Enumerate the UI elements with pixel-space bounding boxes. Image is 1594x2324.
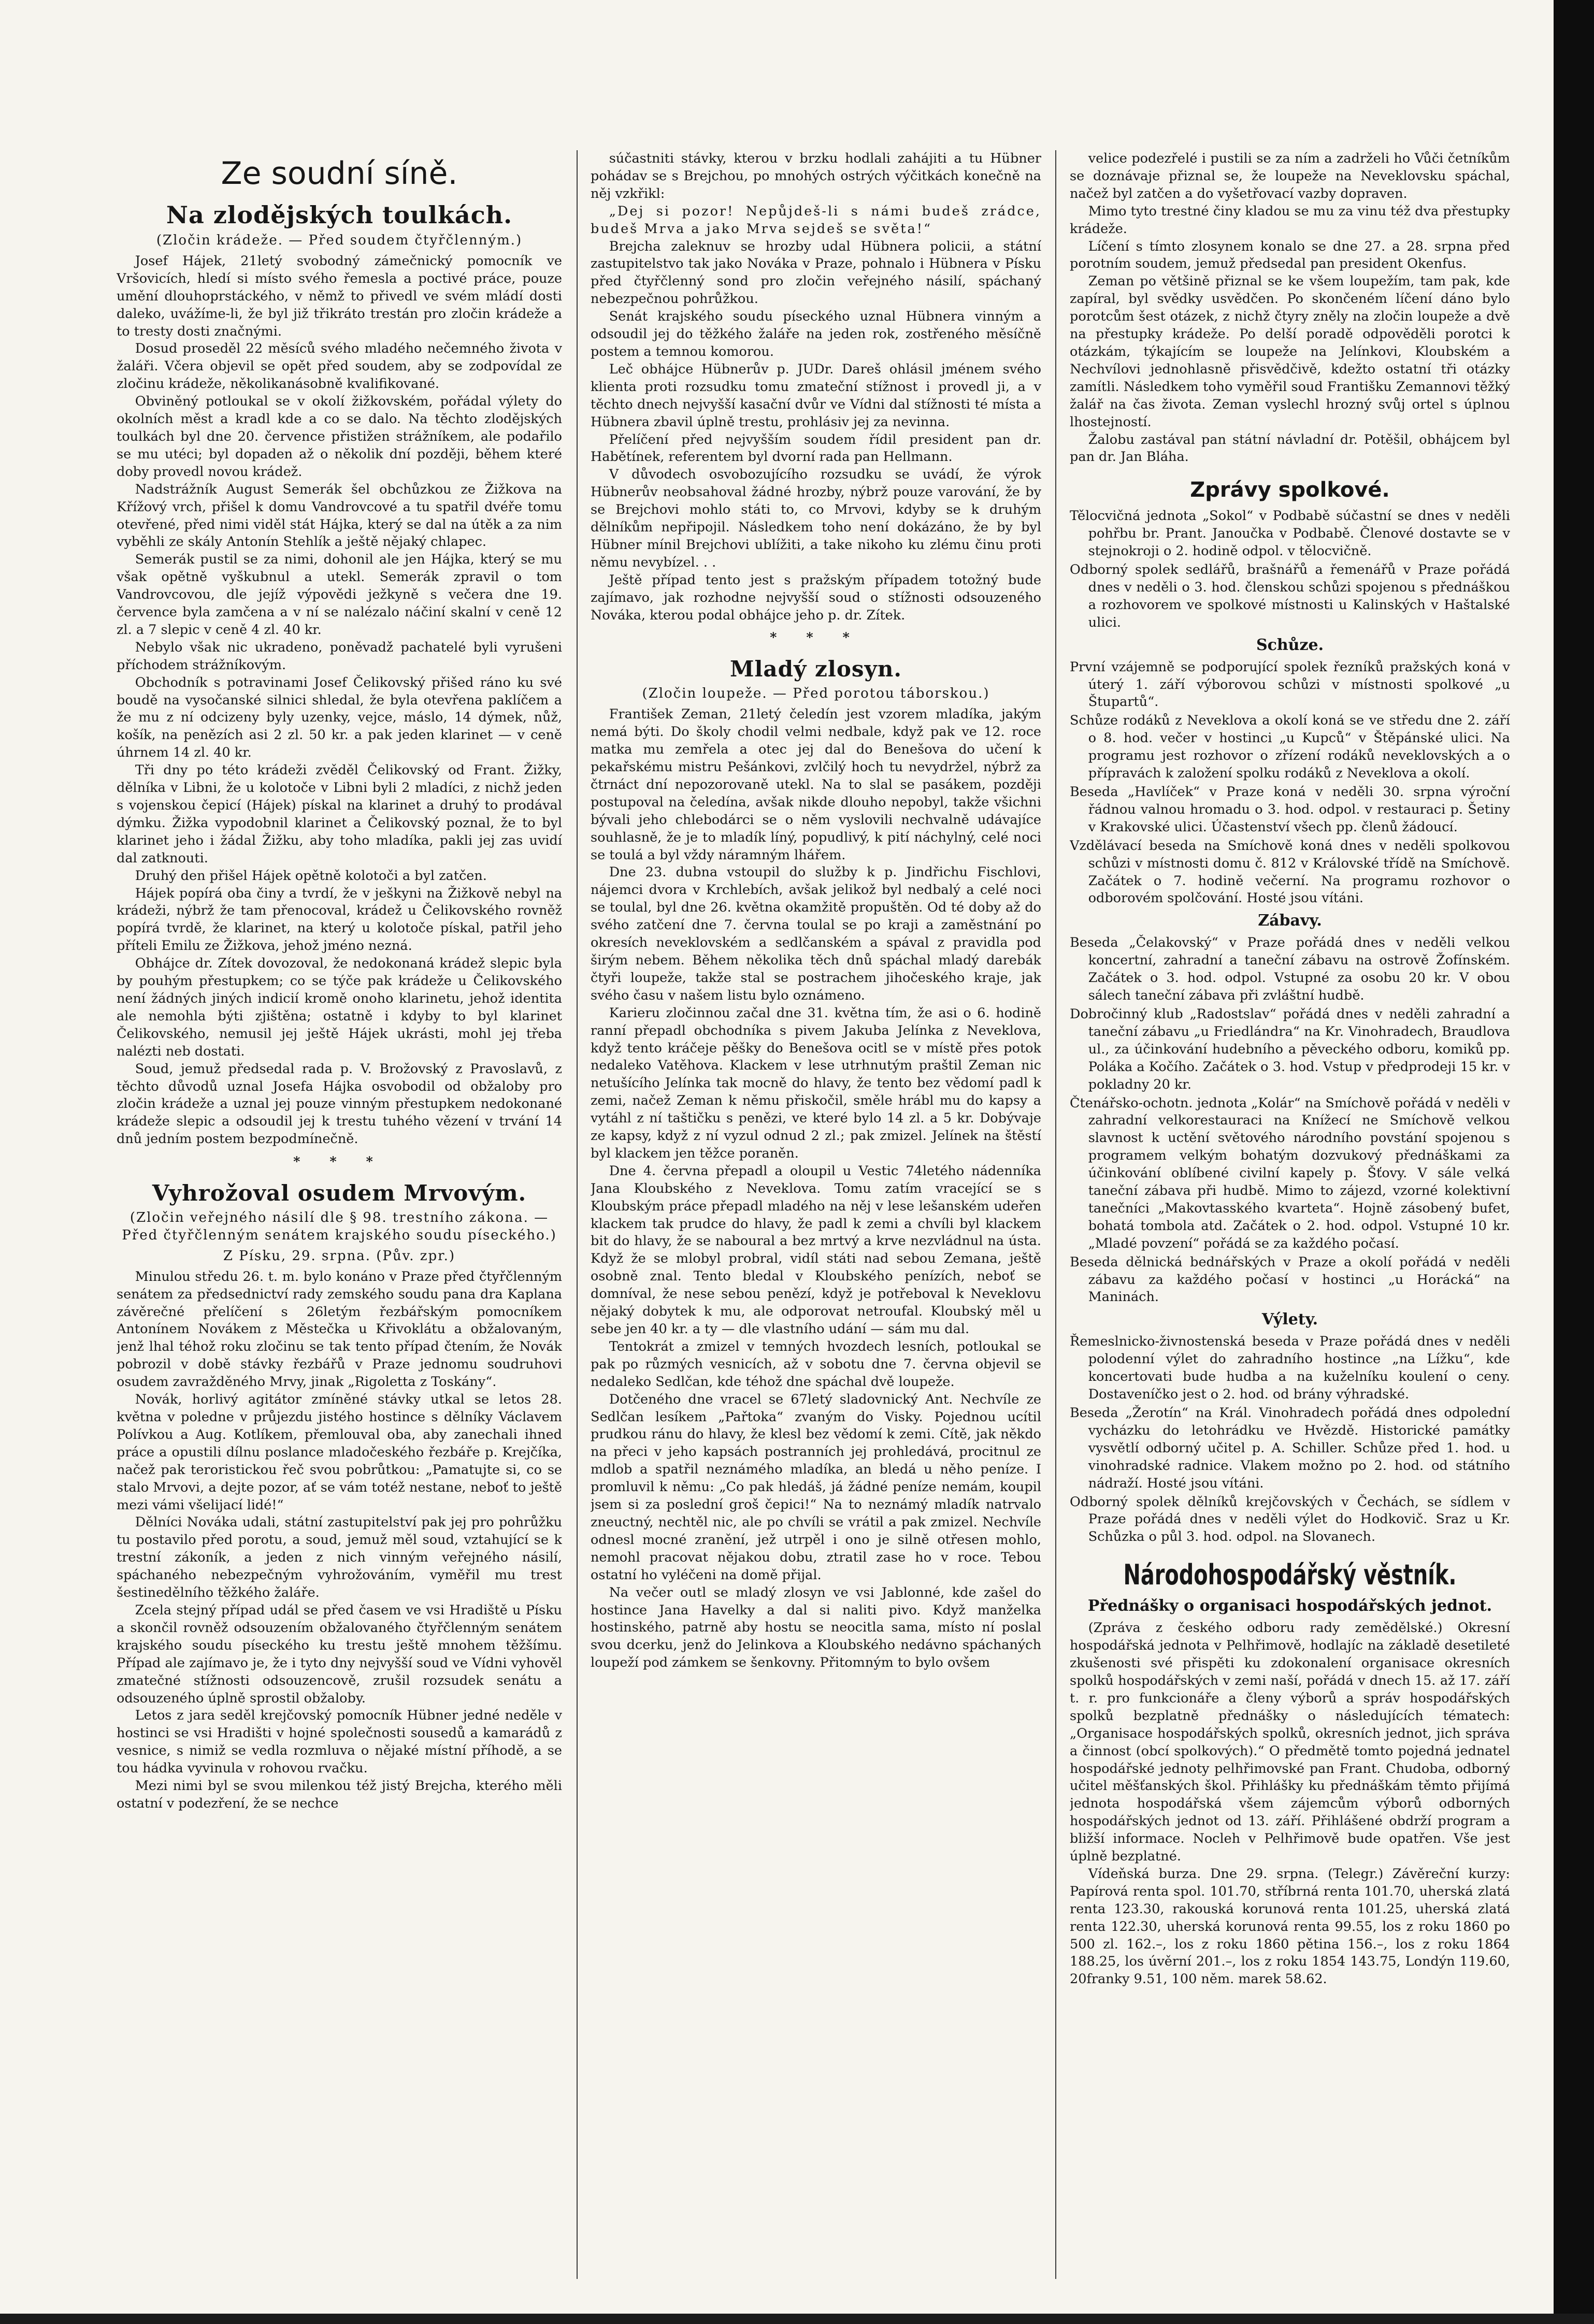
- paragraph: Dosud proseděl 22 měsíců svého mladého nečemného života v žaláři. Včera objevil se opět před soudem, aby se zodpovídal ze zločinu krádeže, několikanásobně kvalifikované.: [117, 341, 562, 392]
- section-heading: Zprávy spolkové.: [1190, 478, 1390, 502]
- paragraph: súčastniti stávky, kterou v brzku hodlali zahájiti a tu Hübner pohádav se s Brejchou, po mnohých ostrých výčitkách konečně na něj vzkřikl:: [591, 151, 1041, 201]
- notice-entry: Tělocvičná jednota „Sokol“ v Podbabě súčastní se dnes v neděli pohřbu br. Prant. Janoučka v Podbabě. Členové dostavte se v stejnokroji o 2. hodině odpol. v tělocvičně.: [1070, 508, 1510, 559]
- section-title: Ze soudní síně.: [221, 155, 458, 192]
- column-divider: [577, 150, 578, 2279]
- newspaper-page: [117, 150, 1510, 2284]
- scan-edge-right: [1554, 0, 1594, 2324]
- column-2: [591, 150, 1041, 2279]
- paragraph: Zcela stejný případ udál se před časem ve vsi Hradiště u Písku a skončil rovněž odsouzením obžalovaného čtyřčlenným senátem krajského soudu píseckého ku trestu ještě mnohem těžšímu. Případ ale zajímavo je, že i tyto dny nejvyšší soud ve Vídni vyhověl zmatečné stížnosti odsouzencově, zrušil rozsudek senátu a odsouzeného úplně sprostil obžaloby.: [117, 1602, 562, 1706]
- paragraph: Tři dny po této krádeži zvěděl Čelikovský od Frant. Žižky, dělníka v Libni, že u kolotoče v Libni byli 2 mladíci, z nichž jeden s vojenskou čepicí (Hájek) pískal na klarinet a druhý to prodával dýmku. Žižka vypodobnil klarinet a Čelikovský poznal, že to byl klarinet jeho i žádal Žižku, aby toho mladíka, pakli jej zas uvidí dal zatknouti.: [117, 762, 562, 866]
- paragraph: Josef Hájek, 21letý svobodný zámečnický pomocník ve Vršovicích, hledí si místo svého řemesla a poctivé práce, pouze umění dlouhoprstáckého, v němž to přivedl ve svém mládí dosti daleko, uvážíme-li, že byl již třikráto trestán pro zločin krádeže a to tresty dosti značnými.: [117, 253, 562, 339]
- paragraph: Zeman po většině přiznal se ke všem loupežím, tam pak, kde zapíral, byl svědky usvědčen. Po skončeném líčení dáno bylo porotcům šest otázek, z nichž čtyry zněly na zločin loupeže a dvě na přestupky krádeže. Po delší poradě odpověděli porotci k otázkám, týkajícím se loupeže na Jelínkovi, Kloubském a Nechvílovi jednohlasně přisvědčivě, kdežto ostatní tři otázky zamítli. Následkem toho vyměřil soud Františku Zemannovi těžký žalář na čas života. Zeman vyslechl hrozný svůj ortel s úplnou lhostejností.: [1070, 273, 1510, 430]
- paragraph: (Zpráva z českého odboru rady zemědělské.) Okresní hospodářská jednota v Pelhřimově, hodlajíc na základě desetileté zkušenosti své přispěti ku zdokonalení organisace okresních spolků hospodářských v zemi naší, pořádá v dnech 15. až 17. září t. r. pro funkcionáře a členy výborů a správ hospodářských spolků bezplatně přednášky o následujících tématech: „Organisace hospodářských spolků, okresních jednot, jich správa a činnost (obcí spolkových).“ O předmětě tomto pojedná jednatel hospodářské jednoty pelhřimovské pan Frant. Chudoba, odborný učitel měšťanských škol. Přihlášky ku přednáškám těmto přijímá jednota hospodářská všem zájemcům výborů odborných hospodářských jednot od 13. září. Přihlášené obdrží program a bližší informace. Nocleh v Pelhřimově bude opatřen. Vše jest úplně bezplatné.: [1070, 1620, 1510, 1865]
- paragraph: Líčení s tímto zlosynem konalo se dne 27. a 28. srpna před porotním soudem, jemuž předsedal pan president Okenfus.: [1070, 238, 1510, 272]
- separator-stars: * * *: [293, 1154, 385, 1170]
- paragraph: Ještě případ tento jest s pražským případem totožný bude zajímavo, jak rozhodne nejvyšší soud o stížnosti odsouzeného Nováka, kterou podal obhájce jeho p. dr. Zítek.: [591, 572, 1041, 623]
- article-intro: (Zločin loupeže. — Před porotou táborskou.): [642, 686, 990, 702]
- paragraph: Senát krajského soudu píseckého uznal Hübnera vinným a odsoudil jej do těžkého žaláře na jeden rok, zostřeného měsíčně postem a temnou komorou.: [591, 309, 1041, 359]
- paragraph: Soud, jemuž předsedal rada p. V. Brožovský z Pravoslavů, z těchto důvodů uznal Josefa Hájka osvobodil od obžaloby pro zločin krádeže a uznal jej pouze vinným přestupkem nedokonané krádeže slepic a odsoudil jej k trestu tuhého vězení v trvání 14 dnů jedním postem bezpodmínečně.: [117, 1061, 562, 1147]
- paragraph: František Zeman, 21letý čeledín jest vzorem mladíka, jakým nemá býti. Do školy chodil velmi nedbale, když pak ve 12. roce matka mu zemřela a otec jej dal do Benešova do učení k pekařskému mistru Pešánkovi, zvlčilý hoch tu nevydržel, nýbrž za čtrnáct dní nepozorovaně utekl. Na to slal se pasákem, později postupoval na čeledína, avšak nikde dlouho nepobyl, takže všichni bývali jeho chlebodárci se o něm vyslovili nechvalně udávajíce souhlasně, že je to mladík líný, popudlivý, k pití náchylný, celé noci se toulá a byl vždy náramným lhářem.: [591, 706, 1041, 863]
- notice-entry: Vzdělávací beseda na Smíchově koná dnes v neděli spolkovou schůzi v místnosti domu č. 812 v Královské třídě na Smíchově. Začátek o 7. hodině večerní. Na programu rozhovor o odborovém spolčování. Hosté jsou vítáni.: [1070, 838, 1510, 906]
- paragraph: V důvodech osvobozujícího rozsudku se uvádí, že výrok Hübnerův neobsahoval žádné hrozby, nýbrž pouze varování, že by se Brejchovi mohlo státi to, co Mrvovi, kdyby se k druhým dělníkům nepřipojil. Následkem toho není dokázáno, že by byl Hübner mínil Brejchovi ublížiti, a take nikoho ku zlému činu proti němu nevybízel. . .: [591, 467, 1041, 570]
- article-intro: (Zločin krádeže. — Před soudem čtyřčlenným.): [156, 233, 523, 248]
- paragraph: Přelíčení před nejvyšším soudem řídil president pan dr. Habětínek, referentem byl dvorní rada pan Hellmann.: [591, 431, 1041, 465]
- paragraph: Letos z jara seděl krejčovský pomocník Hübner jedné neděle v hostinci se vsi Hradišti v hojné společnosti sousedů a kamarádů z vesnice, s nimiž se vedla rozmluva o nějaké místní příhodě, a se tou hádka vyvinula v rohovou rvačku.: [117, 1708, 562, 1777]
- paragraph: Dotčeného dne vracel se 67letý sladovnický Ant. Nechvíle ze Sedlčan lesíkem „Pařtoka“ zvaným do Visky. Pojednou ucítil prudkou ránu do hlavy, že klesl bez vědomí k zemi. Cítě, jak někdo na přeci v jeho kapsách postranních jej prohledává, procitnul ze mdlob a spatřil neznámého mladíka, an bledá u něho peníze. I promluvil k němu: „Co pak hledáš, já žádné peníze nemám, koupil jsem si za poslední groš čepici!“ Na to neznámý mladík natrvalo zneuctný, nechtěl nic, ale po chvíli se vrátil a pak zmizel. Nechvíle odnesl mocné zranění, jež utrpěl i ono je silně otřesen mohlo, nemohl pracovat nějakou dobu, ztratil zase ho v roce. Tebou ostatní ho vyléčeni na domě přijal.: [591, 1391, 1041, 1583]
- paragraph: Obviněný potloukal se v okolí žižkovském, pořádal výlety do okolních měst a kradl kde a co se dalo. Na těchto zlodějských toulkách byl dne 20. července přistižen strážníkem, ale podařilo se mu utéci; byl dopaden až o několik dní později, během které doby provedl novou krádež.: [117, 394, 562, 480]
- subsection-heading: Schůze.: [1256, 636, 1324, 654]
- notice-entry: První vzájemně se podporující spolek řezníků pražských koná v úterý 1. září výborovou schůzi v místnosti spolkové „u Štupartů“.: [1070, 659, 1510, 710]
- paragraph: Nebylo však nic ukradeno, poněvadž pachatelé byli vyrušeni příchodem strážníkovým.: [117, 639, 562, 673]
- notice-entry: Řemeslnicko-živnostenská beseda v Praze pořádá dnes v neděli polodenní výlet do zahradního hostince „na Lížku“, kde koncertovati bude hudba a na kuželníku koulení o ceny. Dostaveníčko jest o 2. hod. od brány výhradské.: [1070, 1334, 1510, 1403]
- subsection-heading: Přednášky o organisaci hospodářských jednot.: [1087, 1597, 1492, 1615]
- column-divider: [1055, 150, 1056, 2279]
- article-intro: (Zločin veřejného násilí dle § 98. trestního zákona. — Před čtyřčlenným senátem krajského soudu píseckého.): [122, 1210, 557, 1243]
- paragraph: Nadstrážník August Semerák šel obchůzkou ze Žižkova na Křížový vrch, přišel k domu Vandrovcové a tu spatřil dvéře tomu otevřené, před nimi viděl stát Hájka, který se dal na útěk a za nim vyběhli ze skály Antonín Stehlík a ještě nějaký chlapec.: [117, 481, 562, 550]
- subsection-heading: Výlety.: [1261, 1310, 1318, 1329]
- paragraph: Hájek popírá oba činy a tvrdí, že v ješkyni na Žižkově nebyl na krádeži, nýbrž že tam přenocoval, krádež u Čelikovského rovněž popírá tvrdě, že klarinet, na který u kolotoče pískal, patřil jeho příteli Emilu ze Žižkova, jehož jméno nezná.: [117, 885, 562, 954]
- scan-edge-bottom: [0, 2314, 1594, 2324]
- paragraph: velice podezřelé i pustili se za ním a zadrželi ho Vůči četníkům se doznávaje přiznal se, že loupeže na Neveklovsku spáchal, načež byl zatčen a do vyšetřovací vazby dopraven.: [1070, 151, 1510, 201]
- section-heading: Národohospodářský věstník.: [1123, 1558, 1457, 1592]
- notice-entry: Beseda dělnická bednářských v Praze a okolí pořádá v neděli zábavu za každého počasí v hostinci „u Horácká“ na Maninách.: [1070, 1254, 1510, 1305]
- column-3: [1070, 150, 1510, 2279]
- paragraph: Karieru zločinnou začal dne 31. května tím, že asi o 6. hodině ranní přepadl obchodníka s pivem Jakuba Jelínka z Neveklova, když tento kráčeje pěšky do Benešova ocitl se v místě přes potok nedaleko Vatěhova. Klackem v lese utrhnutým praštil Zeman nic netušícího Jelínka tak mocně do hlavy, že tento bez vědomí padl k zemi, načež Zeman k němu přiskočil, směle hrábl mu do kapsy a vytáhl z ní taštičku s penězi, ve které bylo 14 zl. a 5 kr. Dobývaje ze kapsy, když z ní vyzul odnud 2 zl.; pak zmizel. Jelínek na štěstí byl klackem jen těžce poraněn.: [591, 1005, 1041, 1161]
- notice-entry: Odborný spolek sedlářů, brašnářů a řemenářů v Praze pořádá dnes v neděli o 3. hod. členskou schůzi spojenou s přednáškou a rozhovorem ve spolkové místnosti u Kalinských v Haštalské ulici.: [1070, 562, 1510, 630]
- paragraph: Obchodník s potravinami Josef Čelikovský přišed ráno ku své boudě na vysočanské silnici shledal, že byla otevřena paklíčem a že mu z ní odcizeny byly uzenky, vejce, máslo, 14 dýmek, nůž, košík, na penězích asi 2 zl. 50 kr. a pak jeden klarinet — v ceně úhrnem 14 zl. 40 kr.: [117, 674, 562, 761]
- notice-entry: Čtenářsko-ochotn. jednota „Kolár“ na Smíchově pořádá v neděli v zahradní velkorestauraci na Knížecí ne Smíchově velkou slavnost k uctění světového národního povstání spojenou s programem velkým bohatým dozvukový přednáškami za účinkování oblíbené civilní kapely p. Šťovy. V sále velká taneční zábava při hudbě. Mimo to zájezd, vzorné kolektivní tanečníci „Makovtasského kvarteta“. Hojně zásobený bufet, bohatá tombola atd. Začátek o 2. hod. odpol. Vstupné 10 kr. „Mladé povzení“ pořádá se za každého počasí.: [1070, 1095, 1510, 1251]
- paragraph: Dne 23. dubna vstoupil do služby k p. Jindřichu Fischlovi, nájemci dvora v Krchlebích, avšak jelikož byl nedbalý a celé noci se toulal, byl dne 26. května okamžitě propuštěn. Od té doby až do svého zatčení dne 7. června toulal se po kraji a zaměstnání po okresích neveklovském a sedlčanském a spával z pravidla pod širým nebem. Během několika těch dnů spáchal mladý darebák čtyři loupeže, takže stal se postrachem jihočeského kraje, jak svého času v našem listu bylo oznámeno.: [591, 864, 1041, 1003]
- paragraph: Semerák pustil se za nimi, dohonil ale jen Hájka, který se mu však opětně vyškubnul a utekl. Semerák zpravil o tom Vandrovcovou, dle jejíž výpovědi ježkyně s večera dne 19. července byla zamčena a v ní se nalézalo náčiní skalní v ceně 12 zl. a 7 slepic v ceně 4 zl. 40 kr.: [117, 552, 562, 638]
- paragraph: Druhý den přišel Hájek opětně kolotoči a byl zatčen.: [135, 868, 487, 884]
- paragraph: Dne 4. června přepadl a oloupil u Vestic 74letého nádenníka Jana Kloubského z Neveklova. Tomu zatím vracející se s Kloubským práce přepadl mladého na něj v lese lešanském udeřen klackem tak prudce do hlavy, že padl k zemi a chvíli byl klackem bit do hlavy, že se naboural a bez mrtvý a krve nezvládnul na ústa. Když že se mlobyl probral, vidíl státi nad sebou Zemana, ještě osobně znal. Tento bledal v Kloubského penízích, neboť se domníval, že nese sebou penězí, když je potřeboval k Neveklovu nějaký dobytek k mu, ale odporovat netroufal. Kloubský měl u sebe jen 40 kr. a ty — dle vlastního udání — sám mu dal.: [591, 1163, 1041, 1337]
- paragraph: Novák, horlivý agitátor zmíněné stávky utkal se letos 28. května v poledne v průjezdu jistého hostince s dělníky Václavem Polívkou a Aug. Kotlíkem, přemlouval oba, aby zanechali ihned práce a opustili dílnu poslance mladočeského řezbáře p. Krejčíka, načež pak teroristickou řeč svou pobrůtkou: „Pamatujte si, co se stalo Mrvovi, a dejte pozor, ať se vám totéž nestane, neboť to ještě mezi vámi všelijací lidé!“: [117, 1392, 562, 1513]
- dateline: Z Písku, 29. srpna. (Pův. zpr.): [223, 1248, 456, 1264]
- column-1: [117, 150, 562, 2279]
- stock-exchange-report: Vídeňská burza. Dne 29. srpna. (Telegr.) Závěreční kurzy: Papírová renta spol. 101.70, stříbrná renta 101.70, uherská zlatá renta 123.30, rakouská korunová renta 101.25, uherská zlatá renta 122.30, uherská korunová renta 99.55, los z roku 1860 po 500 zl. 162.–, los z roku 1860 pětina 156.–, los z roku 1864 188.25, los úvěrní 201.–, los z roku 1854 143.75, Londýn 119.60, 20franky 9.51, 100 něm. marek 58.62.: [1070, 1866, 1510, 1987]
- paragraph: Mimo tyto trestné činy kladou se mu za vinu též dva přestupky krádeže.: [1070, 203, 1510, 237]
- paragraph: Mezi nimi byl se svou milenkou též jistý Brejcha, kterého měli ostatní v podezření, že se nechce: [117, 1778, 562, 1811]
- notice-entry: Beseda „Čelakovský“ v Praze pořádá dnes v neděli velkou koncertní, zahradní a taneční zábavu na ostrově Žofínském. Začátek o 3. hod. odpol. Vstupné za osobu 20 kr. V obou sálech taneční zábava při zvláštní hudbě.: [1070, 935, 1510, 1004]
- paragraph: Obhájce dr. Zítek dovozoval, že nedokonaná krádež slepic byla by pouhým přestupkem; co se týče pak krádeže u Čelikovského není žádných jiných indicií kromě onoho klarinetu, jehož identita ale nemohla býti zjištěna; ostatně i kdyby to byl klarinet Čelikovského, nemusil jej ještě Hájek ukrásti, mohl jej třeba nalézti neb dostati.: [117, 956, 562, 1059]
- notice-entry: Beseda „Žerotín“ na Král. Vinohradech pořádá dnes odpolední vycházku do letohrádku ve Hvězdě. Historické památky vysvětlí odborný učitel p. A. Schiller. Schůze před 1. hod. u vinohradské radnice. Vlakem možno po 2. hod. od státního nádraží. Hosté jsou vítáni.: [1070, 1405, 1510, 1491]
- notice-entry: Schůze rodáků z Neveklova a okolí koná se ve středu dne 2. září o 8. hod. večer v hostinci „u Kupců“ v Štěpánské ulici. Na programu jest rozhovor o zřízení rodáků neveklovských a o přípravách k založení spolku rodáků z Neveklova a okolí.: [1070, 713, 1510, 782]
- paragraph: Minulou středu 26. t. m. bylo konáno v Praze před čtyřčlenným senátem za předsednictví rady zemského soudu pana dra Kaplana závěrečné přelíčení s 26letým řezbářským pomocníkem Antonínem Novákem z Městečka u Křivoklátu a obžalovaným, jenž lhal téhož roku zločinu se tak tento případ čtením, že Novák pobrozil v době stávky řezbářů v Praze jednomu soudruhovi osudem zavražděného Mrvy, jinak „Rigoletta z Toskány“.: [117, 1268, 562, 1390]
- notice-entry: Dobročinný klub „Radostslav“ pořádá dnes v neděli zahradní a taneční zábavu „u Friedlándra“ na Kr. Vinohradech, Braudlova ul., za účinkování hudebního a pěveckého odboru, komiků pp. Poláka a Kočího. Začátek o 3. hod. Vstup v předprodeji 15 kr. v pokladny 20 kr.: [1070, 1006, 1510, 1092]
- article-heading: Vyhrožoval osudem Mrvovým.: [152, 1180, 527, 1206]
- separator-stars: * * *: [770, 630, 862, 646]
- notice-entry: Odborný spolek dělníků krejčovských v Čechách, se sídlem v Praze pořádá dnes v neděli výlet do Hodkovič. Sraz u Kr. Schůzka o půl 3. hod. odpol. na Slovanech.: [1070, 1494, 1510, 1545]
- subsection-heading: Zábavy.: [1258, 912, 1322, 930]
- paragraph: Tentokrát a zmizel v temných hvozdech lesních, potloukal se pak po růzmých vesnicích, až v sobotu dne 7. června objevil se nedaleko Sedlčan, kde téhož dne spáchal dvě loupeže.: [591, 1338, 1041, 1390]
- paragraph: Leč obhájce Hübnerův p. JUDr. Dareš ohlásil jménem svého klienta proti rozsudku tomu zmateční stížnost i provedl ji, a v těchto dnech nejvyšší kasační dvůr ve Vídni dal stížnosti té místa a Hübnera zbavil úplně trestu, prohlásiv jej za nevinna.: [591, 361, 1041, 430]
- paragraph: Brejcha zaleknuv se hrozby udal Hübnera policii, a státní zastupitelstvo tak jako Nováka v Praze, pohnalo i Hübnera v Písku před čtyřčlenný sond pro zločin veřejného násilí, spáchaný nebezpečnou pohrůžkou.: [591, 238, 1041, 307]
- notice-entry: Beseda „Havlíček“ v Praze koná v neděli 30. srpna výroční řádnou valnou hromadu o 3. hod. odpol. v restauraci p. Šetiny v Krakovské ulici. Účastenství všech pp. členů žádoucí.: [1070, 784, 1510, 835]
- paragraph: Na večer outl se mladý zlosyn ve vsi Jablonné, kde zašel do hostince Jana Havelky a dal si naliti pivo. Když manželka hostinského, patrně aby hostu se neocitla sama, místo ní poslal svou dcerku, jenž do Jelinkova a Kloubského nedávno spáchaných loupeží pod zámkem se šenkovny. Přitomným to bylo ovšem: [591, 1584, 1041, 1671]
- paragraph: Žalobu zastával pan státní návladní dr. Potěšil, obhájcem byl pan dr. Jan Bláha.: [1070, 431, 1510, 465]
- article-heading: Mladý zlosyn.: [729, 656, 902, 682]
- quote: „Dej si pozor! Nepůjdeš-li s námi budeš zrádce, budeš Mrva a jako Mrva sejdeš se světa!“: [591, 203, 1041, 237]
- article-heading: Na zlodějských toulkách.: [166, 201, 513, 229]
- paragraph: Dělníci Nováka udali, státní zastupitelství pak jej pro pohrůžku tu postavilo před porotu, a soud, jemuž měl soud, vztahující se k trestní zákoník, a jeden z nich vinným veřejného násilí, spáchaného nebezpečným vyhrožováním, vyměřil mu trest šestinedělního těžkého žaláře.: [117, 1514, 562, 1601]
